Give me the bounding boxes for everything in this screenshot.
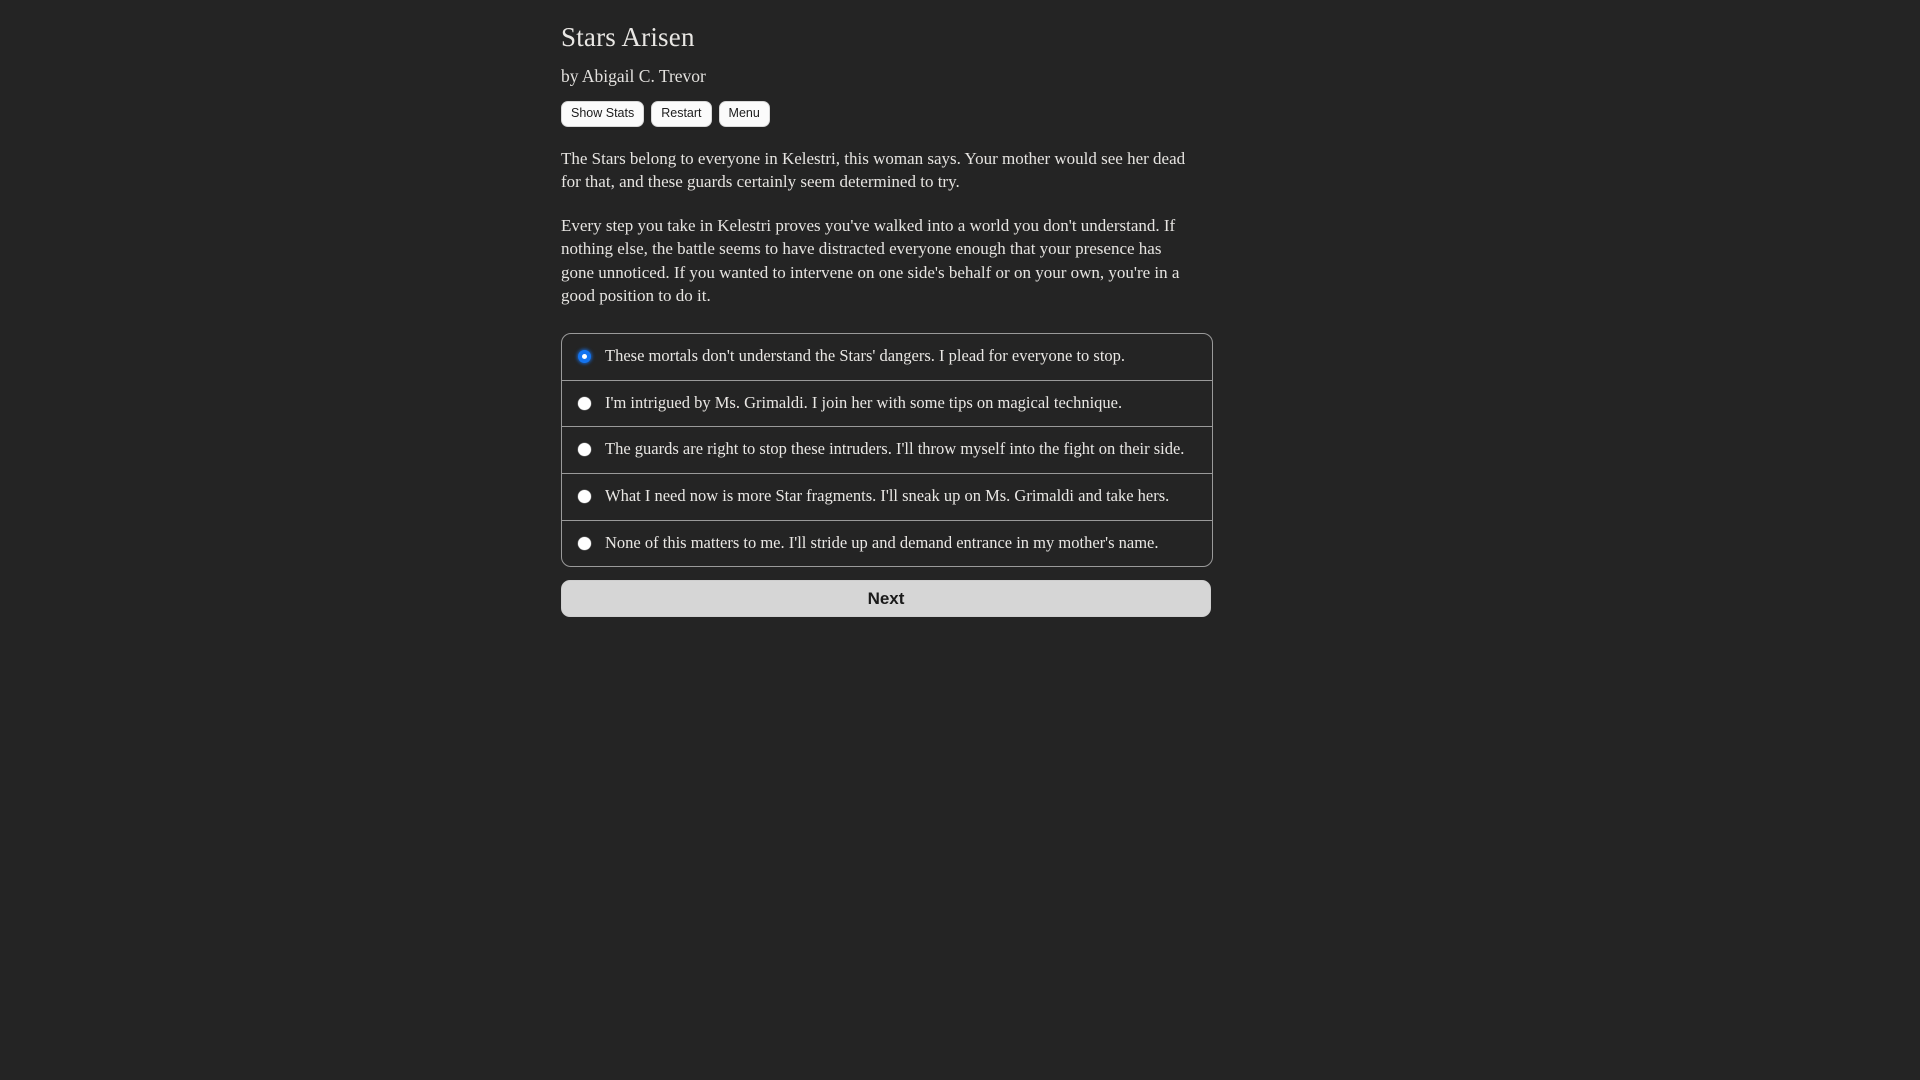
choice-option-label: The guards are right to stop these intruders. I'll throw myself into the fight on their side. (605, 439, 1185, 459)
radio-icon-selected[interactable] (578, 350, 591, 363)
choice-option-5[interactable] (562, 521, 1212, 567)
choice-option-label: These mortals don't understand the Stars' dangers. I plead for everyone to stop. (605, 346, 1126, 366)
story-paragraph-1: The Stars belong to everyone in Kelestri, this woman says. Your mother would see her dead for that, and these guards certainly seem determined to try. (561, 148, 1186, 191)
restart-button[interactable]: Restart (651, 101, 711, 127)
toolbar (561, 101, 1357, 127)
choice-option-3[interactable] (562, 427, 1212, 474)
radio-icon[interactable] (578, 490, 591, 503)
choice-list (561, 333, 1213, 567)
radio-icon[interactable] (578, 537, 591, 550)
choice-option-1[interactable] (562, 334, 1212, 381)
choice-option-label: None of this matters to me. I'll stride up and demand entrance in my mother's name. (605, 532, 1159, 552)
choice-option-label: What I need now is more Star fragments. I'll sneak up on Ms. Grimaldi and take hers. (605, 486, 1170, 506)
choice-option-4[interactable] (562, 474, 1212, 521)
radio-icon[interactable] (578, 397, 591, 410)
author-byline: by Abigail C. Trevor (561, 66, 706, 86)
choice-option-2[interactable] (562, 381, 1212, 428)
choice-option-label: I'm intrigued by Ms. Grimaldi. I join her with some tips on magical technique. (605, 392, 1123, 412)
radio-icon[interactable] (578, 443, 591, 456)
menu-button[interactable]: Menu (719, 101, 770, 127)
show-stats-button[interactable]: Show Stats (561, 101, 644, 127)
game-page (561, 0, 1357, 617)
story-paragraph-2: Every step you take in Kelestri proves you've walked into a world you don't understand. If nothing else, the battle seems to have distracted everyone enough that your presence has gone unnoticed. If you wanted to intervene on one side's behalf or on your own, you're in a good position to do it. (561, 216, 1180, 305)
page-title: Stars Arisen (561, 22, 695, 52)
next-button[interactable]: Next (561, 580, 1211, 617)
